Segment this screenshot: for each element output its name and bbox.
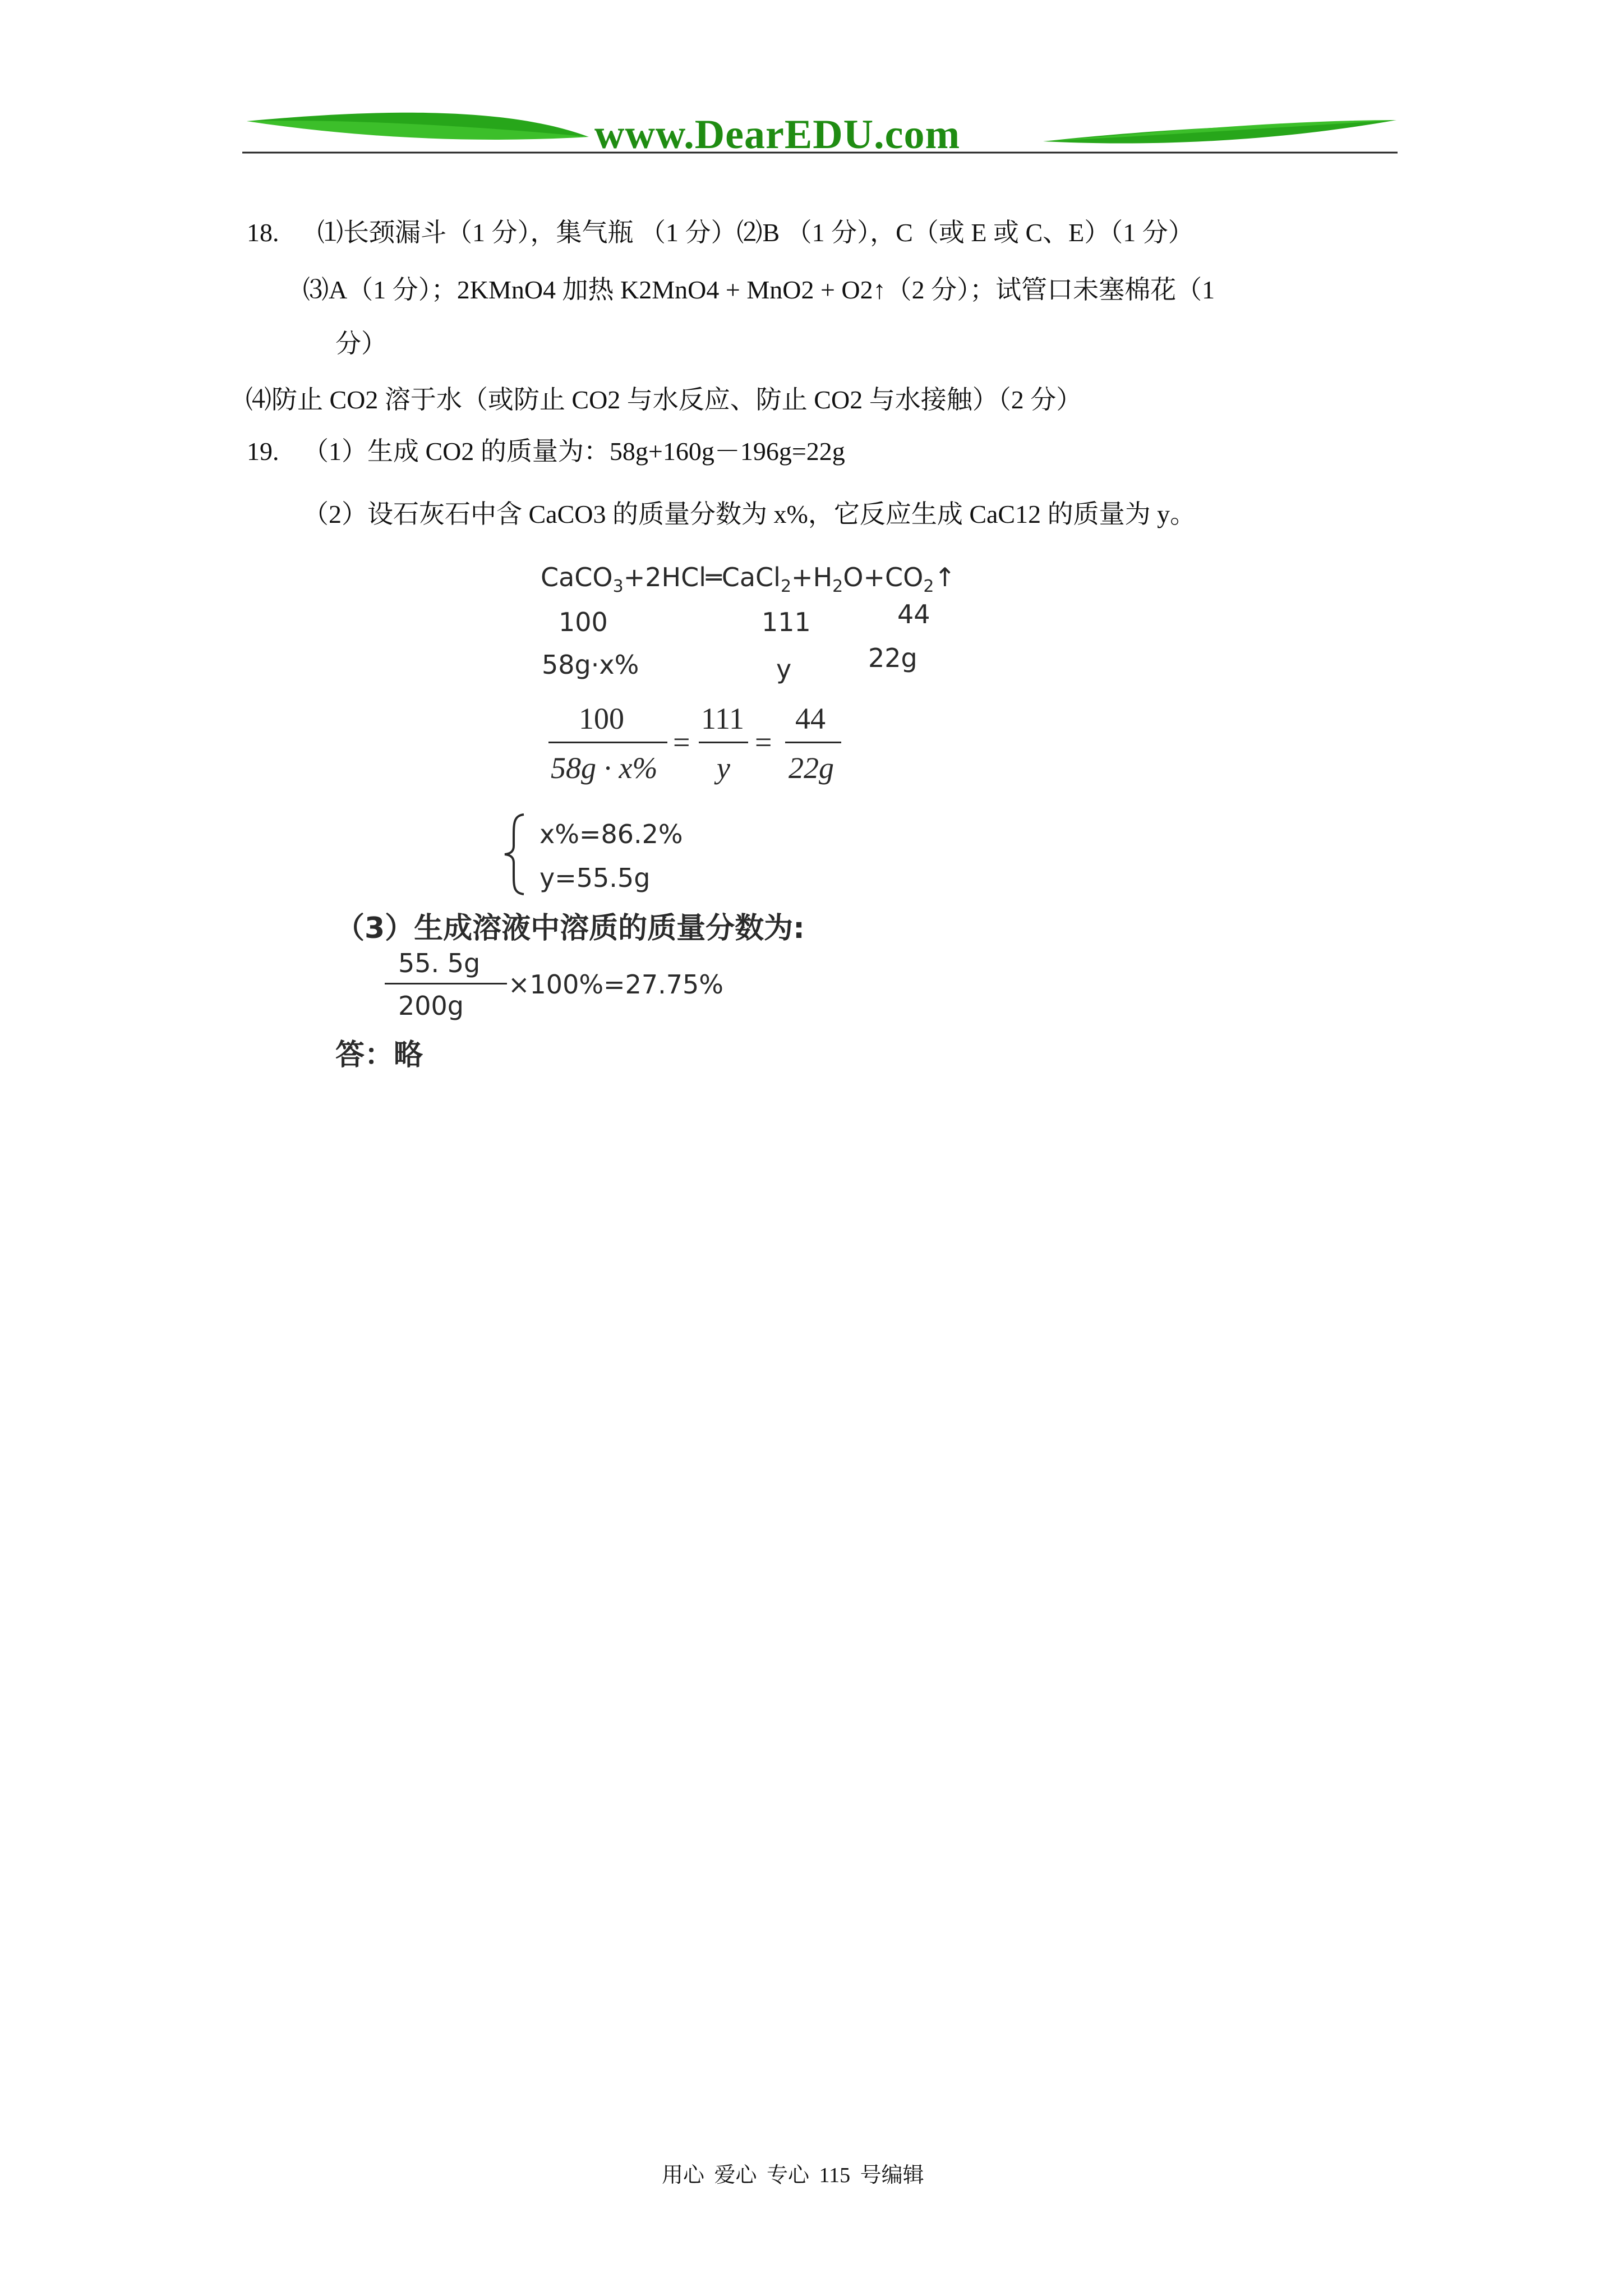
answer: 答：略 [335, 1038, 423, 1072]
q18-line2: ⑶A（1 分）；2KMnO4 加热 K2MnO4 + MnO2 + O2↑（2 分）；试管口未塞棉花（1 [303, 275, 1215, 304]
q18-line4: ⑷防止 CO2 溶于水（或防止 CO2 与水反应、防止 CO2 与水接触）（2 分） [246, 385, 1082, 414]
known-caco3: 58g·x% [542, 650, 639, 680]
mass-co2: 44 [897, 599, 930, 629]
frac1-bar [548, 742, 667, 743]
frac2-den: y [717, 751, 730, 785]
known-cacl2: y [776, 654, 792, 684]
mass-cacl2: 111 [762, 607, 811, 637]
header-banner [0, 0, 1623, 168]
q19-line1: （1）生成 CO2 的质量为：58g+160g－196g=22g [303, 437, 845, 466]
frac1-den: 58g · x% [551, 751, 658, 785]
solution-x: x%=86.2% [540, 819, 683, 849]
frac3-num: 44 [795, 702, 826, 735]
part3-label: （3）生成溶液中溶质的质量分数为: [335, 912, 805, 945]
q18-number: 18. [247, 218, 279, 247]
left-brace [501, 812, 529, 896]
q19-line2: （2）设石灰石中含 CaCO3 的质量分数为 x%，它反应生成 CaC12 的质量为 y。 [303, 500, 1196, 528]
q18-line3: 分） [335, 329, 387, 358]
right-swoosh [1043, 120, 1396, 144]
chemical-equation: $CaCO_3+2HCl═CaCl_2+H_2O+CO_2↑$ [541, 562, 956, 597]
part3-result: ×100%=27.75% [508, 969, 723, 1000]
frac2-bar [699, 742, 748, 743]
frac3-bar [785, 742, 841, 743]
q18-line1: ⑴长颈漏斗（1 分），集气瓶 （1 分）⑵B （1 分），C（或 E 或 C、E）（1 分） [317, 218, 1194, 247]
frac2-num: 111 [701, 702, 744, 735]
q19-number: 19. [247, 437, 279, 466]
eq1: = [673, 725, 690, 759]
site-title: www.DearEDU.com [594, 112, 961, 158]
eq2: = [755, 725, 772, 759]
part3-numerator: 55. 5g [398, 948, 481, 978]
part3-denominator: 200g [398, 991, 464, 1021]
frac1-num: 100 [579, 702, 624, 735]
frac3-den: 22g [789, 751, 834, 785]
mass-caco3: 100 [559, 607, 608, 637]
proportion [538, 701, 852, 797]
solution-y: y=55.5g [540, 863, 651, 893]
known-co2: 22g [868, 643, 917, 673]
part3-bar [385, 983, 507, 984]
footer-text: 用心 爱心 专心 115 号编辑 [662, 2164, 924, 2187]
